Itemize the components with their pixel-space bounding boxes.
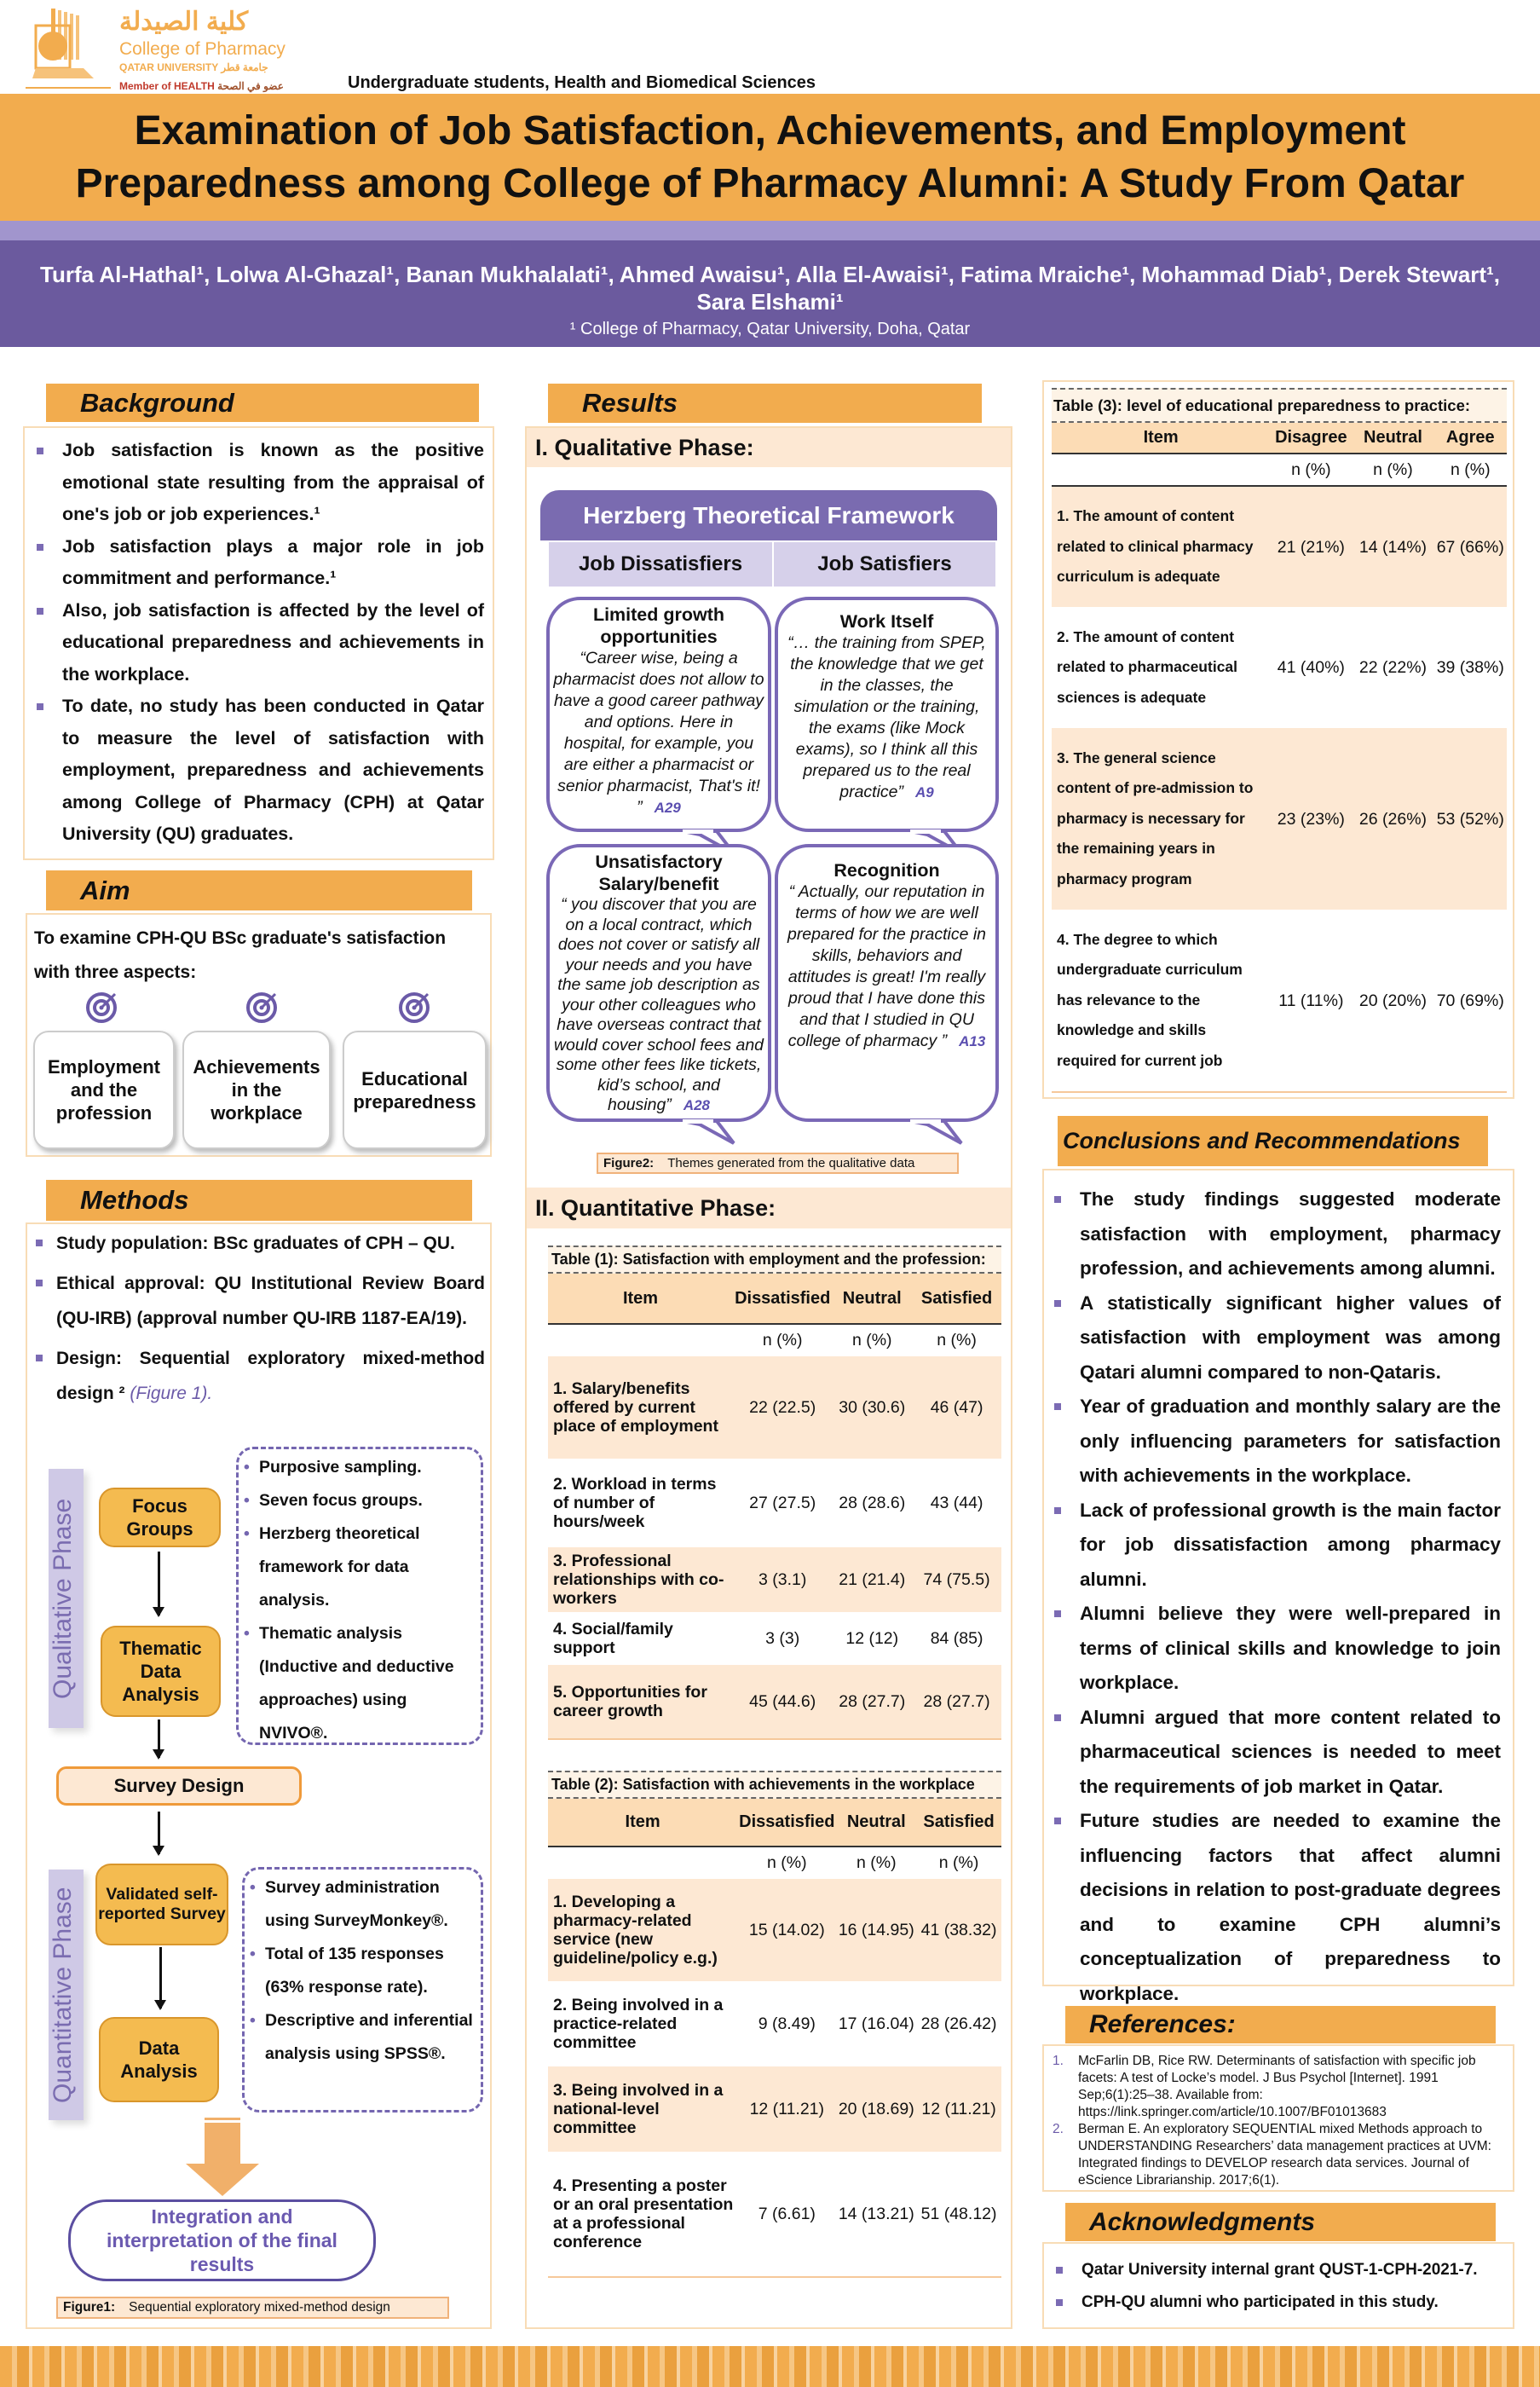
participant-code: A9 (915, 784, 934, 800)
row-value: 46 (47) (912, 1356, 1001, 1459)
table-row (548, 1459, 1001, 1547)
row-item-label: 3. The general science content of pre-admission to pharmacy is necessary for the remaining years in pharmacy program (1052, 728, 1270, 910)
conclusion-item: Alumni believe they were well-prepared in terms of clinical skills and knowledge to join workplace. (1051, 1597, 1501, 1701)
figure2-caption-text: Themes generated from the qualitative data (667, 1156, 915, 1170)
theme-bubble-recognition (775, 844, 999, 1122)
theme-bubble-limited-growth (546, 597, 771, 832)
figure1-link[interactable]: (Figure 1). (130, 1384, 213, 1403)
row-value: 11 (11%) (1278, 991, 1344, 1010)
quantitative-note: • Survey administration using SurveyMonkey®. (250, 1871, 477, 1938)
row-item-label: 2. The amount of content related to pharmaceutical sciences is adequate (1057, 627, 1238, 706)
row-value: 41 (38.32) (916, 1879, 1001, 1981)
herzberg-framework-title: Herzberg Theoretical Framework (540, 490, 997, 540)
qualitative-notes (236, 1447, 483, 1745)
figure2-label: Figure2: (603, 1156, 655, 1170)
theme-quote: “ you discover that you are on a local contract, which does not cover or satisfy all your needs and you have the same job description as your other colleagues who have overseas contract that would cover school fees and some other fees like tickets, kid’s school, and housing” (553, 895, 764, 1114)
title-stripe (0, 221, 1540, 240)
participant-code: A13 (959, 1033, 986, 1049)
theme-bubble-salary (546, 844, 771, 1122)
quantitative-note: • Descriptive and inferential analysis using SPSS®. (250, 2004, 477, 2071)
data-analysis-box: Data Analysis (99, 2017, 219, 2102)
row-value: 28 (27.7) (912, 1665, 1001, 1738)
table-employment-satisfaction (548, 1246, 1001, 1740)
qualitative-notes-list (244, 1451, 477, 1750)
table-row (548, 1612, 1001, 1665)
row-value: 74 (75.5) (912, 1547, 1001, 1612)
unit-cell: n (%) (856, 1853, 897, 1872)
unit-cell: n (%) (937, 1331, 977, 1350)
row-value: 28 (26.42) (920, 2014, 997, 2033)
row-value: 20 (18.69) (836, 2066, 916, 2152)
row-item-label: 4. Social/family support (553, 1620, 673, 1657)
conclusion-item: The study findings suggested moderate satisfaction with employment, pharmacy profession, and achievements among alumni. (1051, 1182, 1501, 1286)
figure2-caption (597, 1153, 959, 1174)
thematic-analysis-box: Thematic Data Analysis (101, 1626, 221, 1717)
integration-box: Integration and interpretation of the final results (68, 2199, 376, 2281)
row-value: 27 (27.5) (749, 1494, 816, 1512)
table-achievements-satisfaction (548, 1771, 1001, 2278)
row-value: 84 (85) (930, 1629, 983, 1648)
background-item: Job satisfaction plays a major role in job commitment and performance.¹ (33, 531, 484, 595)
logo-arabic-name: كلية الصيدلة (119, 8, 249, 36)
aim-aspect-education: Educational preparedness (343, 1031, 487, 1149)
row-value: 28 (28.6) (839, 1494, 906, 1512)
column-header: Dissatisfied (737, 1799, 836, 1847)
logo-member (119, 80, 284, 93)
column-header: Neutral (832, 1274, 912, 1324)
row-value: 67 (66%) (1434, 486, 1507, 607)
row-item-label: 3. Professional relationships with co-workers (548, 1547, 733, 1612)
row-value: 28 (27.7) (832, 1665, 912, 1738)
table-row (1052, 910, 1507, 1091)
participant-code: A28 (683, 1097, 710, 1113)
arrow-down-icon (159, 1947, 162, 2008)
units-row (1052, 454, 1507, 486)
table-bottom-rule-cell (548, 1738, 1001, 1740)
acknowledgment-item: CPH-QU alumni who participated in this study. (1053, 2286, 1506, 2319)
figure1-caption (56, 2297, 449, 2319)
arrow-down-icon (158, 1812, 160, 1854)
big-arrow-down-icon (186, 2118, 259, 2196)
row-value: 53 (52%) (1434, 728, 1507, 910)
acknowledgments-header: Acknowledgments (1065, 2203, 1496, 2241)
row-value: 17 (16.04) (838, 2014, 914, 2033)
table-row (548, 1879, 1001, 1981)
column-header: Disagree (1270, 423, 1352, 454)
unit-cell: n (%) (767, 1853, 807, 1872)
qualitative-phase-title: I. Qualitative Phase: (527, 428, 1011, 467)
authors-band (0, 240, 1540, 347)
row-value: 23 (23%) (1270, 728, 1352, 910)
results-header: Results (548, 384, 982, 423)
conclusion-item: A statistically significant higher values of satisfaction with employment was among Qatari alumni compared to non-Qataris. (1051, 1286, 1501, 1390)
background-item: Job satisfaction is known as the positive emotional state resulting from the appraisal of one's job or job experiences.¹ (33, 435, 484, 531)
table-row (548, 1356, 1001, 1459)
theme-title: Work Itself (839, 611, 934, 632)
methods-header: Methods (46, 1180, 472, 1221)
unit-cell: n (%) (851, 1331, 892, 1350)
methods-population: Study population: BSc graduates of CPH – QU. (32, 1226, 485, 1261)
table-bottom-rule (548, 2276, 1001, 2278)
authors: Turfa Al-Hathal¹, Lolwa Al-Ghazal¹, Banan Mukhalalati¹, Ahmed Awaisu¹, Alla El-Awaisi¹, Fatima Mraiche¹, Mohammad Diab¹, Derek Stewart¹, Sara Elshami¹ (40, 262, 1500, 315)
table-title: Table (2): Satisfaction with achievements in the workplace (548, 1771, 1001, 1799)
row-value: 15 (14.02) (737, 1879, 836, 1981)
table-bottom-rule-cell (1052, 1091, 1507, 1093)
methods-design (32, 1341, 485, 1411)
qualitative-phase-label: Qualitative Phase (49, 1469, 84, 1728)
aim-aspect-achievements: Achievements in the workplace (182, 1031, 331, 1149)
unit-cell (548, 1324, 733, 1356)
table-row (548, 1547, 1001, 1612)
row-item-label: 5. Opportunities for career growth (548, 1665, 733, 1738)
theme-quote: “ Actually, our reputation in terms of how we are well prepared for the practice in skills, behaviors and attitudes is great! I'm really proud that I have done this and that I studied in QU college of pharmacy ” (787, 882, 987, 1050)
speech-tail-icon (910, 1119, 970, 1145)
row-value: 70 (69%) (1436, 991, 1504, 1010)
table-educational-preparedness (1052, 388, 1507, 1093)
aim-text: To examine CPH-QU BSc graduate's satisfaction with three aspects: (34, 928, 447, 982)
row-value: 9 (8.49) (758, 2014, 816, 2033)
row-value: 39 (38%) (1436, 658, 1504, 677)
column-header: Item (548, 1799, 737, 1847)
row-value: 22 (22.5) (733, 1356, 832, 1459)
row-value: 22 (22%) (1358, 658, 1428, 677)
row-value: 21 (21%) (1270, 486, 1352, 607)
logo-university-en: QATAR UNIVERSITY (119, 61, 219, 73)
units-row (548, 1324, 1001, 1356)
references-box (1042, 2044, 1514, 2192)
row-value: 14 (14%) (1352, 486, 1433, 607)
table-row (548, 2152, 1001, 2276)
row-value: 30 (30.6) (832, 1356, 912, 1459)
column-header: Neutral (836, 1799, 916, 1847)
row-item-label: 1. Developing a pharmacy-related service (new guideline/policy e.g.) (548, 1879, 737, 1981)
table-row (548, 1665, 1001, 1738)
arrow-down-icon (158, 1552, 160, 1615)
unit-cell: n (%) (1352, 454, 1433, 486)
college-logo-icon (32, 7, 101, 84)
table-row (548, 1981, 1001, 2066)
units-row (548, 1847, 1001, 1879)
row-value: 45 (44.6) (733, 1665, 832, 1738)
table-title: Table (1): Satisfaction with employment and the profession: (548, 1246, 1001, 1274)
figure1-caption-text: Sequential exploratory mixed-method design (129, 2300, 390, 2315)
quantitative-notes (242, 1867, 483, 2112)
qualitative-note: • Thematic analysis (Inductive and deductive approaches) using NVIVO®. (244, 1617, 477, 1750)
unit-cell (1052, 454, 1270, 486)
table-row (1052, 728, 1507, 910)
data-table (548, 1799, 1001, 2278)
poster-title-line-2: Preparedness among College of Pharmacy Alumni: A Study From Qatar (75, 161, 1465, 206)
reference-number: 2. (1053, 2122, 1064, 2136)
unit-cell: n (%) (938, 1853, 979, 1872)
logo-member-ar: عضو في الصحة (217, 80, 284, 92)
background-list (33, 435, 484, 851)
quantitative-phase-label: Quantitative Phase (49, 1870, 84, 2120)
background-box (23, 426, 494, 860)
unit-cell: n (%) (1270, 454, 1352, 486)
methods-design-text: Design: Sequential exploratory mixed-method design ² (56, 1349, 485, 1403)
quantitative-phase-title: II. Quantitative Phase: (527, 1188, 1011, 1228)
row-value: 20 (20%) (1358, 991, 1428, 1010)
table-row (548, 2066, 1001, 2152)
unit-cell: n (%) (762, 1331, 803, 1350)
table-row (1052, 607, 1507, 728)
row-item-label: 4. The degree to which undergraduate curriculum has relevance to the knowledge and skills required for current job (1057, 930, 1243, 1069)
methods-list (32, 1226, 485, 1411)
row-value: 12 (12) (845, 1629, 899, 1648)
row-item-label: 2. Workload in terms of number of hours/week (553, 1475, 717, 1531)
validated-survey-box: Validated self-reported Survey (95, 1864, 228, 1945)
row-value: 12 (11.21) (916, 2066, 1001, 2152)
row-value: 21 (21.4) (832, 1547, 912, 1612)
row-value: 26 (26%) (1352, 728, 1433, 910)
acknowledgments-box (1042, 2242, 1514, 2329)
aim-aspect-employment: Employment and the profession (33, 1031, 175, 1149)
conclusion-item: Future studies are needed to examine the influencing factors that affect alumni decisions in relation to post-graduate degrees and to examine CPH alumni’s conceptualization of preparedness to workplace. (1051, 1804, 1501, 2011)
row-value: 51 (48.12) (920, 2204, 997, 2223)
data-table (1052, 423, 1507, 1093)
arrow-down-icon (158, 1719, 160, 1758)
conclusion-item: Year of graduation and monthly salary are the only influencing parameters for satisfaction with achievements in the workplace. (1051, 1390, 1501, 1494)
quantitative-note: • Total of 135 responses (63% response rate). (250, 1938, 477, 2004)
job-satisfiers-header: Job Satisfiers (774, 542, 995, 587)
category-label: Undergraduate students, Health and Biomedical Sciences (348, 73, 816, 92)
target-icon (245, 991, 279, 1025)
reference-item (1053, 2053, 1506, 2121)
column-header: Neutral (1352, 423, 1433, 454)
references-header: References: (1065, 2006, 1496, 2043)
column-header: Satisfied (916, 1799, 1001, 1847)
acknowledgment-item: Qatar University internal grant QUST-1-CPH-2021-7. (1053, 2254, 1506, 2286)
target-icon (397, 991, 431, 1025)
conclusions-list (1051, 1182, 1501, 2011)
focus-groups-box: Focus Groups (99, 1488, 221, 1547)
table-bottom-rule-cell (548, 2276, 1001, 2278)
reference-number: 1. (1053, 2054, 1064, 2068)
background-header: Background (46, 384, 479, 422)
row-item-label: 1. Salary/benefits offered by current place of employment (548, 1356, 733, 1459)
table-row (1052, 486, 1507, 607)
figure1-label: Figure1: (63, 2300, 116, 2315)
conclusion-item: Lack of professional growth is the main factor for job dissatisfaction among pharmacy alumni. (1051, 1494, 1501, 1598)
aim-header: Aim (46, 870, 472, 910)
theme-title: Unsatisfactory Salary/benefit (595, 852, 723, 894)
logo-english-name: College of Pharmacy (119, 39, 286, 59)
row-item-label: 4. Presenting a poster or an oral presentation at a professional conference (553, 2176, 734, 2251)
poster-title-line-1: Examination of Job Satisfaction, Achievements, and Employment (134, 108, 1406, 153)
theme-quote: “Career wise, being a pharmacist does not allow to have a good career pathway and options. Here in hospital, for example, you are either a pharmacist or senior pharmacist, That's it! ” (553, 649, 764, 817)
unit-cell (548, 1847, 737, 1879)
table-bottom-rule (1052, 1091, 1507, 1093)
reference-text: McFarlin DB, Rice RW. Determinants of satisfaction with specific job facets: A test of Locke’s model. J Bus Psychol [Internet]. 1991 Sep;6(1):25–38. Available from: https://link.springer.com/article/10.1007/BF01013683 (1078, 2054, 1476, 2119)
table-header-row (1052, 423, 1507, 454)
table-header-row (548, 1799, 1001, 1847)
theme-title: Limited growth opportunities (592, 604, 725, 647)
reference-text: Berman E. An exploratory SEQUENTIAL mixed Methods approach to UNDERSTANDING Researchers’ data management practices at UVM: Integrated findings to DEVELOP research data services. Journal of eScience Librarianship. 2017;6(1). (1078, 2122, 1491, 2188)
job-dissatisfiers-header: Job Dissatisfiers (549, 542, 772, 587)
column-header: Satisfied (912, 1274, 1001, 1324)
row-value: 41 (40%) (1277, 658, 1345, 677)
row-value: 3 (3) (765, 1629, 800, 1648)
logo-member-en: Member of HEALTH (119, 80, 215, 92)
row-item-label: 2. Being involved in a practice-related committee (553, 1996, 724, 2052)
row-value: 3 (3.1) (733, 1547, 832, 1612)
column-header: Item (1052, 423, 1270, 454)
conclusions-box (1042, 1169, 1514, 2004)
column-header: Item (548, 1274, 733, 1324)
logo-divider (26, 87, 111, 89)
logo (26, 7, 341, 92)
background-item: Also, job satisfaction is affected by the level of educational preparedness and achievements in the workplace. (33, 595, 484, 691)
table-bottom-rule (548, 1738, 1001, 1740)
qualitative-note: • Purposive sampling. (244, 1451, 477, 1484)
theme-title: Recognition (833, 860, 940, 881)
methods-ethics: Ethical approval: QU Institutional Review Board (QU-IRB) (approval number QU-IRB 1187-EA/19). (32, 1266, 485, 1336)
speech-tail-icon (683, 1119, 742, 1145)
column-header: Agree (1434, 423, 1507, 454)
row-value: 7 (6.61) (758, 2205, 816, 2223)
row-item-label: 1. The amount of content related to clinical pharmacy curriculum is adequate (1052, 486, 1270, 607)
reference-item (1053, 2121, 1506, 2189)
column-header: Dissatisfied (733, 1274, 832, 1324)
qualitative-note: • Herzberg theoretical framework for data analysis. (244, 1517, 477, 1617)
row-value: 12 (11.21) (737, 2066, 836, 2152)
table-title: Table (3): level of educational preparedness to practice: (1052, 388, 1507, 423)
title-band (0, 94, 1540, 221)
row-item-label: 3. Being involved in a national-level committee (548, 2066, 737, 2152)
theme-quote: “… the training from SPEP, the knowledge that we get in the classes, the simulation or the training, the exams (like Mock exams), so I think all this prepared us to the real practice” (787, 633, 986, 801)
qualitative-note: • Seven focus groups. (244, 1484, 477, 1517)
references-list (1053, 2053, 1506, 2189)
table-header-row (548, 1274, 1001, 1324)
row-value: 43 (44) (930, 1494, 983, 1512)
row-value: 14 (13.21) (838, 2204, 914, 2223)
data-table (548, 1274, 1001, 1740)
survey-design-box: Survey Design (56, 1766, 302, 1806)
affiliation: ¹ College of Pharmacy, Qatar University, Doha, Qatar (569, 320, 971, 338)
target-icon (84, 991, 118, 1025)
logo-university-ar: جامعة قطر (221, 61, 268, 73)
theme-bubble-work-itself (775, 597, 999, 832)
unit-cell: n (%) (1434, 454, 1507, 486)
background-item: To date, no study has been conducted in Qatar to measure the level of satisfaction with employment, preparedness and achievements among College of Pharmacy (CPH) at Qatar University (QU) graduates. (33, 691, 484, 851)
participant-code: A29 (654, 800, 681, 816)
conclusion-item: Alumni argued that more content related to pharmaceutical sciences is needed to meet the requirements of job market in Qatar. (1051, 1701, 1501, 1805)
acknowledgments-list (1053, 2254, 1506, 2319)
row-value: 16 (14.95) (836, 1879, 916, 1981)
quantitative-notes-list (250, 1871, 477, 2071)
conclusions-header: Conclusions and Recommendations (1058, 1116, 1488, 1166)
logo-university (119, 61, 268, 74)
footer-pattern-band (0, 2346, 1540, 2387)
